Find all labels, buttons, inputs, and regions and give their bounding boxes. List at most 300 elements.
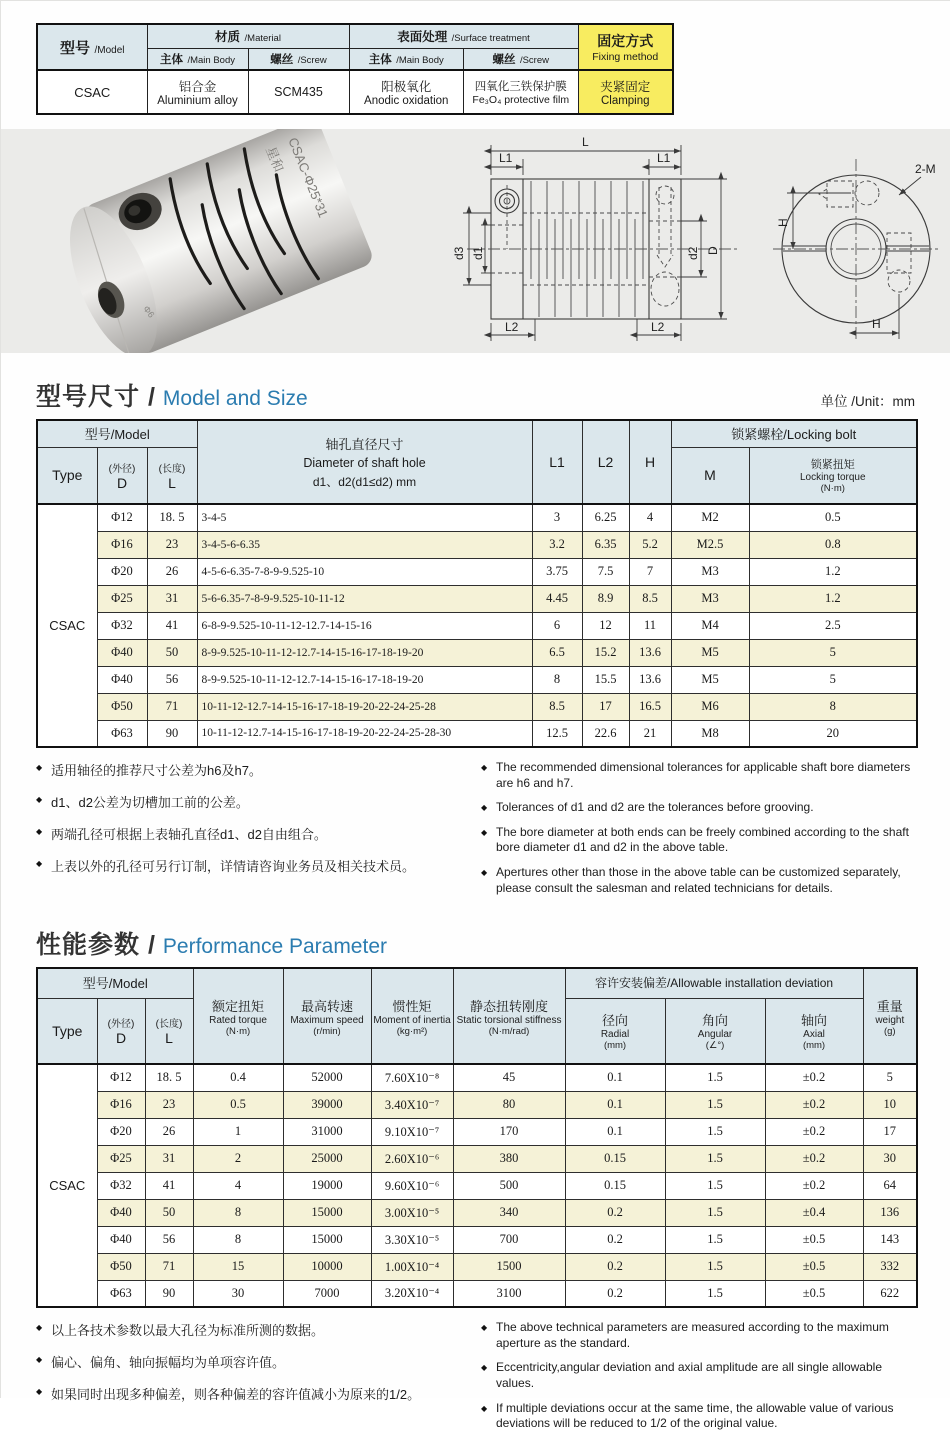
perf-notes-cn bbox=[36, 1320, 481, 1441]
perf-header-rated-torque: 额定扭矩 Rated torque (N·m) bbox=[193, 968, 283, 1064]
note-text: The above technical parameters are measured according to the maximum aperture as the standard. bbox=[496, 1320, 889, 1350]
note-text: 偏心、偏角、轴向振幅均为单项容许值。 bbox=[51, 1355, 286, 1371]
table-cell: M2 bbox=[671, 504, 749, 531]
table-cell: 19000 bbox=[283, 1172, 371, 1199]
table-cell: 6-8-9-9.525-10-11-12-12.7-14-15-16 bbox=[197, 612, 532, 639]
table-cell: 3.2 bbox=[532, 531, 582, 558]
table-cell: 622 bbox=[863, 1280, 917, 1307]
table-cell: 340 bbox=[453, 1199, 565, 1226]
table-cell: 45 bbox=[453, 1064, 565, 1091]
table-cell: 7 bbox=[629, 558, 671, 585]
table-cell: 17 bbox=[863, 1118, 917, 1145]
table-cell: M5 bbox=[671, 666, 749, 693]
perf-notes bbox=[36, 1320, 915, 1441]
screw-surface-value: 四氧化三铁保护膜 Fe₃O₄ protective film bbox=[464, 70, 579, 114]
info-table-section bbox=[1, 1, 950, 115]
table-cell: 500 bbox=[453, 1172, 565, 1199]
table-cell: M3 bbox=[671, 558, 749, 585]
note-item bbox=[36, 792, 469, 811]
hero-band bbox=[1, 129, 950, 353]
table-cell: 10-11-12-12.7-14-15-16-17-18-19-20-22-24-25-28-30 bbox=[197, 720, 532, 747]
table-cell: 90 bbox=[147, 720, 197, 747]
table-row bbox=[37, 585, 917, 612]
table-cell: 26 bbox=[145, 1118, 193, 1145]
table-cell: ±0.2 bbox=[765, 1145, 863, 1172]
header-screw-2: 螺丝 /Screw bbox=[464, 48, 579, 70]
table-cell: ±0.5 bbox=[765, 1226, 863, 1253]
table-cell: 0.2 bbox=[565, 1199, 665, 1226]
table-cell: 7.60X10⁻⁸ bbox=[371, 1064, 453, 1091]
table-cell: 0.8 bbox=[749, 531, 917, 558]
table-cell: 56 bbox=[147, 666, 197, 693]
table-cell: Φ40 bbox=[97, 1199, 145, 1226]
fixing-method-value: 夹紧固定 Clamping bbox=[578, 70, 673, 114]
table-cell: 8 bbox=[193, 1226, 283, 1253]
table-row bbox=[37, 612, 917, 639]
table-cell: 10-11-12-12.7-14-15-16-17-18-19-20-22-24-25-28 bbox=[197, 693, 532, 720]
table-cell: 5-6-6.35-7-8-9-9.525-10-11-12 bbox=[197, 585, 532, 612]
note-text: The recommended dimensional tolerances for applicable shaft bore diameters are h6 and h7. bbox=[496, 760, 911, 790]
table-cell: 3.30X10⁻⁵ bbox=[371, 1226, 453, 1253]
table-cell: 2.60X10⁻⁶ bbox=[371, 1145, 453, 1172]
table-cell: 1.5 bbox=[665, 1172, 765, 1199]
hidden-screw-right bbox=[651, 186, 679, 306]
perf-header-max-speed: 最高转速 Maximum speed (r/min) bbox=[283, 968, 371, 1064]
table-cell: Φ12 bbox=[97, 504, 147, 531]
table-cell: 8 bbox=[749, 693, 917, 720]
table-cell: 41 bbox=[145, 1172, 193, 1199]
table-cell: 15000 bbox=[283, 1199, 371, 1226]
table-cell: 7000 bbox=[283, 1280, 371, 1307]
table-cell: 3-4-5-6-6.35 bbox=[197, 531, 532, 558]
engraving-bore: Φ6 bbox=[141, 303, 157, 320]
note-text: 两端孔径可根据上表轴孔直径d1、d2自由组合。 bbox=[51, 827, 327, 842]
size-notes-cn bbox=[36, 760, 481, 905]
table-cell: ±0.2 bbox=[765, 1172, 863, 1199]
table-row bbox=[37, 639, 917, 666]
bullet-icon: ◆ bbox=[36, 859, 43, 868]
size-header-L: (长度) L bbox=[147, 447, 197, 504]
size-header-H: H bbox=[629, 420, 671, 504]
table-cell: 71 bbox=[147, 693, 197, 720]
bullet-icon: ◆ bbox=[481, 803, 488, 813]
table-cell: Φ40 bbox=[97, 1226, 145, 1253]
dim-H-bottom: H bbox=[872, 317, 881, 331]
table-cell: 15.5 bbox=[582, 666, 629, 693]
table-cell: Φ63 bbox=[97, 1280, 145, 1307]
table-cell: 6 bbox=[532, 612, 582, 639]
body-material-value: 铝合金 Aluminium alloy bbox=[147, 70, 248, 114]
dim-L1-right: L1 bbox=[657, 151, 671, 165]
table-cell: 9.60X10⁻⁶ bbox=[371, 1172, 453, 1199]
perf-header-angular: 角向 Angular (∠°) bbox=[665, 998, 765, 1064]
table-cell: 3.75 bbox=[532, 558, 582, 585]
table-row bbox=[37, 1253, 917, 1280]
perf-notes-en bbox=[481, 1320, 915, 1441]
bullet-icon: ◆ bbox=[481, 867, 488, 877]
size-header-locking-torque: 锁紧扭矩 Locking torque (N·m) bbox=[749, 447, 917, 504]
table-cell: ±0.2 bbox=[765, 1091, 863, 1118]
header-fixing-method: 固定方式 Fixing method bbox=[578, 24, 673, 70]
table-cell: 8.5 bbox=[532, 693, 582, 720]
table-cell: 6.25 bbox=[582, 504, 629, 531]
table-cell: 4.45 bbox=[532, 585, 582, 612]
note-text: 以上各技术参数以最大孔径为标准所测的数据。 bbox=[51, 1323, 325, 1339]
perf-section-head bbox=[36, 925, 915, 961]
size-section-title: 型号尺寸 / Model and Size bbox=[36, 383, 308, 411]
unit-label: 单位 /Unit：mm bbox=[820, 394, 915, 409]
table-cell: 41 bbox=[147, 612, 197, 639]
bullet-icon: ◆ bbox=[36, 1323, 43, 1333]
bullet-icon: ◆ bbox=[36, 763, 43, 772]
table-cell: ±0.5 bbox=[765, 1253, 863, 1280]
table-cell: 4 bbox=[629, 504, 671, 531]
table-cell: 0.2 bbox=[565, 1253, 665, 1280]
bullet-icon: ◆ bbox=[36, 795, 43, 804]
table-cell: 15 bbox=[193, 1253, 283, 1280]
table-cell: 64 bbox=[863, 1172, 917, 1199]
model-value: CSAC bbox=[37, 70, 147, 114]
table-cell: 11 bbox=[629, 612, 671, 639]
perf-header-stiffness: 静态扭转刚度 Static torsional stiffness (N·m/rad) bbox=[453, 968, 565, 1064]
table-cell: 25000 bbox=[283, 1145, 371, 1172]
table-cell: 22.6 bbox=[582, 720, 629, 747]
table-cell: 12 bbox=[582, 612, 629, 639]
table-cell: Φ16 bbox=[97, 1091, 145, 1118]
table-cell: 2 bbox=[193, 1145, 283, 1172]
table-cell: Φ20 bbox=[97, 1118, 145, 1145]
header-main-body-1: 主体 /Main Body bbox=[147, 48, 248, 70]
table-cell: 0.2 bbox=[565, 1226, 665, 1253]
perf-header-model: 型号/Model bbox=[37, 968, 193, 998]
table-cell: 6.5 bbox=[532, 639, 582, 666]
table-cell: 170 bbox=[453, 1118, 565, 1145]
dim-L2-right: L2 bbox=[651, 320, 665, 334]
table-cell: 4 bbox=[193, 1172, 283, 1199]
table-cell: 20 bbox=[749, 720, 917, 747]
table-cell: 1.5 bbox=[665, 1145, 765, 1172]
table-cell: 18. 5 bbox=[147, 504, 197, 531]
table-cell: 332 bbox=[863, 1253, 917, 1280]
table-cell: 0.5 bbox=[749, 504, 917, 531]
table-cell: 5 bbox=[749, 666, 917, 693]
note-item bbox=[481, 1320, 915, 1351]
bullet-icon: ◆ bbox=[481, 763, 488, 772]
table-row bbox=[37, 693, 917, 720]
table-cell: Φ63 bbox=[97, 720, 147, 747]
table-cell: 15000 bbox=[283, 1226, 371, 1253]
table-cell: 3-4-5 bbox=[197, 504, 532, 531]
table-cell: 16.5 bbox=[629, 693, 671, 720]
table-cell: ±0.5 bbox=[765, 1280, 863, 1307]
bullet-icon: ◆ bbox=[36, 1387, 43, 1397]
table-cell: 21 bbox=[629, 720, 671, 747]
table-cell: Φ50 bbox=[97, 693, 147, 720]
table-cell: 26 bbox=[147, 558, 197, 585]
table-cell: 3.00X10⁻⁵ bbox=[371, 1199, 453, 1226]
bullet-icon: ◆ bbox=[36, 827, 43, 836]
table-cell: 31000 bbox=[283, 1118, 371, 1145]
table-cell: 8 bbox=[532, 666, 582, 693]
table-cell: 1.5 bbox=[665, 1064, 765, 1091]
table-cell: 12.5 bbox=[532, 720, 582, 747]
table-row bbox=[37, 1172, 917, 1199]
table-row bbox=[37, 1226, 917, 1253]
size-section-head bbox=[36, 377, 915, 413]
dim-D: D bbox=[706, 246, 720, 255]
table-cell: 6.35 bbox=[582, 531, 629, 558]
dim-d3: d3 bbox=[452, 246, 466, 260]
table-cell: M3 bbox=[671, 585, 749, 612]
table-row bbox=[37, 558, 917, 585]
table-cell: 8.9 bbox=[582, 585, 629, 612]
table-cell: 30 bbox=[863, 1145, 917, 1172]
table-cell: 13.6 bbox=[629, 639, 671, 666]
table-cell: 2.5 bbox=[749, 612, 917, 639]
table-cell: Φ25 bbox=[97, 585, 147, 612]
dim-L2-left: L2 bbox=[505, 320, 519, 334]
table-cell: M4 bbox=[671, 612, 749, 639]
header-surface-treatment: 表面处理 /Surface treatment bbox=[349, 24, 578, 48]
table-cell: 0.1 bbox=[565, 1118, 665, 1145]
table-cell: 1.5 bbox=[665, 1118, 765, 1145]
size-header-L1: L1 bbox=[532, 420, 582, 504]
bullet-icon: ◆ bbox=[481, 827, 488, 837]
table-cell: ±0.2 bbox=[765, 1118, 863, 1145]
size-header-locking-bolt: 锁紧螺栓/Locking bolt bbox=[671, 420, 917, 447]
table-cell: 56 bbox=[145, 1226, 193, 1253]
header-main-body-2: 主体 /Main Body bbox=[349, 48, 464, 70]
table-cell: Φ20 bbox=[97, 558, 147, 585]
table-cell: 5.2 bbox=[629, 531, 671, 558]
table-row bbox=[37, 1118, 917, 1145]
note-item bbox=[481, 760, 915, 791]
table-cell: ±0.4 bbox=[765, 1199, 863, 1226]
size-notes-en bbox=[481, 760, 915, 905]
type-cell: CSAC bbox=[37, 1064, 97, 1307]
table-cell: 1.5 bbox=[665, 1199, 765, 1226]
note-item bbox=[36, 1352, 469, 1371]
dim-H-left: H bbox=[776, 218, 790, 227]
table-row bbox=[37, 666, 917, 693]
engraving-model: CSAC-Φ25*31 bbox=[285, 135, 332, 220]
perf-header-L: (长度) L bbox=[145, 998, 193, 1064]
table-cell: 71 bbox=[145, 1253, 193, 1280]
table-cell: 1.5 bbox=[665, 1091, 765, 1118]
note-item bbox=[36, 1384, 469, 1403]
table-cell: 0.1 bbox=[565, 1091, 665, 1118]
bullet-icon: ◆ bbox=[481, 1403, 488, 1413]
performance-table bbox=[36, 967, 918, 1308]
table-cell: 3 bbox=[532, 504, 582, 531]
table-cell: 0.2 bbox=[565, 1280, 665, 1307]
table-cell: Φ12 bbox=[97, 1064, 145, 1091]
table-cell: 7.5 bbox=[582, 558, 629, 585]
note-text: 上表以外的孔径可另行订制，详情请咨询业务员及相关技术员。 bbox=[51, 859, 416, 874]
table-cell: 700 bbox=[453, 1226, 565, 1253]
header-model: 型号 /Model bbox=[37, 24, 147, 70]
note-item bbox=[481, 1401, 915, 1432]
size-table bbox=[36, 419, 918, 748]
dim-L: L bbox=[582, 135, 589, 149]
table-cell: 13.6 bbox=[629, 666, 671, 693]
table-cell: 31 bbox=[145, 1145, 193, 1172]
note-text: d1、d2公差为切槽加工前的公差。 bbox=[51, 795, 249, 810]
note-item bbox=[36, 856, 469, 875]
table-cell: ±0.2 bbox=[765, 1064, 863, 1091]
table-cell: 52000 bbox=[283, 1064, 371, 1091]
table-cell: 30 bbox=[193, 1280, 283, 1307]
table-cell: 1.5 bbox=[665, 1253, 765, 1280]
table-cell: 3.40X10⁻⁷ bbox=[371, 1091, 453, 1118]
table-cell: 1.2 bbox=[749, 558, 917, 585]
table-cell: 1.5 bbox=[665, 1226, 765, 1253]
material-info-table bbox=[36, 23, 674, 115]
table-cell: 90 bbox=[145, 1280, 193, 1307]
engraving-brand: 星和 bbox=[263, 144, 287, 175]
table-row bbox=[37, 1199, 917, 1226]
note-item bbox=[36, 1320, 469, 1339]
size-header-shaft-hole: 轴孔直径尺寸 Diameter of shaft hole d1、d2(d1≤d2) mm bbox=[197, 420, 532, 504]
coupling-photo-group bbox=[52, 129, 375, 353]
table-cell: Φ40 bbox=[97, 666, 147, 693]
table-cell: 31 bbox=[147, 585, 197, 612]
screw-material-value: SCM435 bbox=[248, 70, 349, 114]
table-cell: 0.1 bbox=[565, 1064, 665, 1091]
header-material: 材质 /Material bbox=[147, 24, 349, 48]
table-row bbox=[37, 531, 917, 558]
table-cell: 9.10X10⁻⁷ bbox=[371, 1118, 453, 1145]
hidden-bolt-holes bbox=[819, 181, 911, 292]
table-cell: Φ16 bbox=[97, 531, 147, 558]
screw-side bbox=[495, 185, 519, 249]
perf-header-deviation: 容许安装偏差/Allowable installation deviation bbox=[565, 968, 863, 998]
bullet-icon: ◆ bbox=[481, 1363, 488, 1373]
table-cell: 1.5 bbox=[665, 1280, 765, 1307]
table-cell: Φ32 bbox=[97, 1172, 145, 1199]
note-text: 适用轴径的推荐尺寸公差为h6及h7。 bbox=[51, 763, 262, 778]
table-cell: 18. 5 bbox=[145, 1064, 193, 1091]
perf-header-type: Type bbox=[37, 998, 97, 1064]
table-cell: 50 bbox=[147, 639, 197, 666]
table-cell: 143 bbox=[863, 1226, 917, 1253]
bullet-icon: ◆ bbox=[36, 1355, 43, 1365]
table-cell: 3100 bbox=[453, 1280, 565, 1307]
note-item bbox=[481, 865, 915, 896]
perf-header-inertia: 惯性矩 Moment of inertia (kg·m²) bbox=[371, 968, 453, 1064]
size-notes bbox=[36, 760, 915, 905]
size-header-D: (外径) D bbox=[97, 447, 147, 504]
bullet-icon: ◆ bbox=[481, 1323, 488, 1333]
table-cell: M2.5 bbox=[671, 531, 749, 558]
table-cell: M8 bbox=[671, 720, 749, 747]
table-cell: 50 bbox=[145, 1199, 193, 1226]
table-cell: Φ50 bbox=[97, 1253, 145, 1280]
technical-drawing bbox=[421, 129, 950, 353]
table-cell: 1.2 bbox=[749, 585, 917, 612]
note-text: Eccentricity,angular deviation and axial amplitude are all single allowable values. bbox=[496, 1360, 882, 1390]
table-cell: 1.00X10⁻⁴ bbox=[371, 1253, 453, 1280]
table-cell: M6 bbox=[671, 693, 749, 720]
table-cell: 0.4 bbox=[193, 1064, 283, 1091]
table-cell: 380 bbox=[453, 1145, 565, 1172]
note-text: Tolerances of d1 and d2 are the tolerances before grooving. bbox=[496, 800, 814, 815]
table-cell: 10000 bbox=[283, 1253, 371, 1280]
size-header-type: Type bbox=[37, 447, 97, 504]
perf-header-weight: 重量 weight (g) bbox=[863, 968, 917, 1064]
label-2M: 2-M bbox=[915, 162, 936, 176]
table-cell: 3.20X10⁻⁴ bbox=[371, 1280, 453, 1307]
table-cell: 23 bbox=[147, 531, 197, 558]
table-row bbox=[37, 1280, 917, 1307]
table-row bbox=[37, 1145, 917, 1172]
table-cell: 0.15 bbox=[565, 1145, 665, 1172]
perf-header-axial: 轴向 Axial (mm) bbox=[765, 998, 863, 1064]
table-cell: 0.5 bbox=[193, 1091, 283, 1118]
table-cell: 4-5-6-6.35-7-8-9-9.525-10 bbox=[197, 558, 532, 585]
table-cell: M5 bbox=[671, 639, 749, 666]
table-cell: 17 bbox=[582, 693, 629, 720]
table-cell: 80 bbox=[453, 1091, 565, 1118]
note-text: 如果同时出现多种偏差，则各种偏差的容许值减小为原来的1/2。 bbox=[51, 1387, 421, 1403]
note-item bbox=[36, 824, 469, 843]
table-row bbox=[37, 720, 917, 747]
note-item bbox=[481, 1360, 915, 1391]
table-row bbox=[37, 1064, 917, 1091]
table-cell: 10 bbox=[863, 1091, 917, 1118]
side-view bbox=[452, 135, 737, 341]
perf-header-D: (外径) D bbox=[97, 998, 145, 1064]
perf-section-title: 性能参数 / Performance Parameter bbox=[36, 931, 387, 960]
table-cell: 1500 bbox=[453, 1253, 565, 1280]
body-surface-value: 阳极氧化 Anodic oxidation bbox=[349, 70, 464, 114]
dim-d2: d2 bbox=[686, 246, 700, 260]
table-cell: Φ40 bbox=[97, 639, 147, 666]
table-cell: 0.15 bbox=[565, 1172, 665, 1199]
table-cell: 8-9-9.525-10-11-12-12.7-14-15-16-17-18-19-20 bbox=[197, 639, 532, 666]
type-cell: CSAC bbox=[37, 504, 97, 747]
header-screw-1: 螺丝 /Screw bbox=[248, 48, 349, 70]
table-row bbox=[37, 1091, 917, 1118]
table-cell: 8.5 bbox=[629, 585, 671, 612]
note-text: If multiple deviations occur at the same time, the allowable value of various deviations will be reduced to 1/2 of the original value. bbox=[496, 1400, 894, 1431]
table-cell: 136 bbox=[863, 1199, 917, 1226]
table-row bbox=[37, 504, 917, 531]
size-header-model: 型号/Model bbox=[37, 420, 197, 447]
table-cell: 8-9-9.525-10-11-12-12.7-14-15-16-17-18-19-20 bbox=[197, 666, 532, 693]
product-photo bbox=[1, 129, 421, 353]
table-cell: 8 bbox=[193, 1199, 283, 1226]
note-text: The bore diameter at both ends can be freely combined according to the shaft bore diameter d1 and d2 in the above table. bbox=[496, 824, 909, 855]
table-cell: 23 bbox=[145, 1091, 193, 1118]
dim-d1: d1 bbox=[471, 246, 485, 260]
table-cell: Φ32 bbox=[97, 612, 147, 639]
table-cell: 15.2 bbox=[582, 639, 629, 666]
table-cell: 5 bbox=[863, 1064, 917, 1091]
table-cell: 1 bbox=[193, 1118, 283, 1145]
end-view bbox=[773, 159, 939, 341]
note-item bbox=[481, 800, 915, 816]
note-text: Apertures other than those in the above table can be customized separately, please consult the salesman and related technicians for details. bbox=[496, 864, 901, 895]
table-cell: Φ25 bbox=[97, 1145, 145, 1172]
table-cell: 5 bbox=[749, 639, 917, 666]
table-cell: 39000 bbox=[283, 1091, 371, 1118]
size-header-L2: L2 bbox=[582, 420, 629, 504]
perf-header-radial: 径向 Radial (mm) bbox=[565, 998, 665, 1064]
note-item bbox=[481, 825, 915, 856]
note-item bbox=[36, 760, 469, 779]
size-header-M: M bbox=[671, 447, 749, 504]
